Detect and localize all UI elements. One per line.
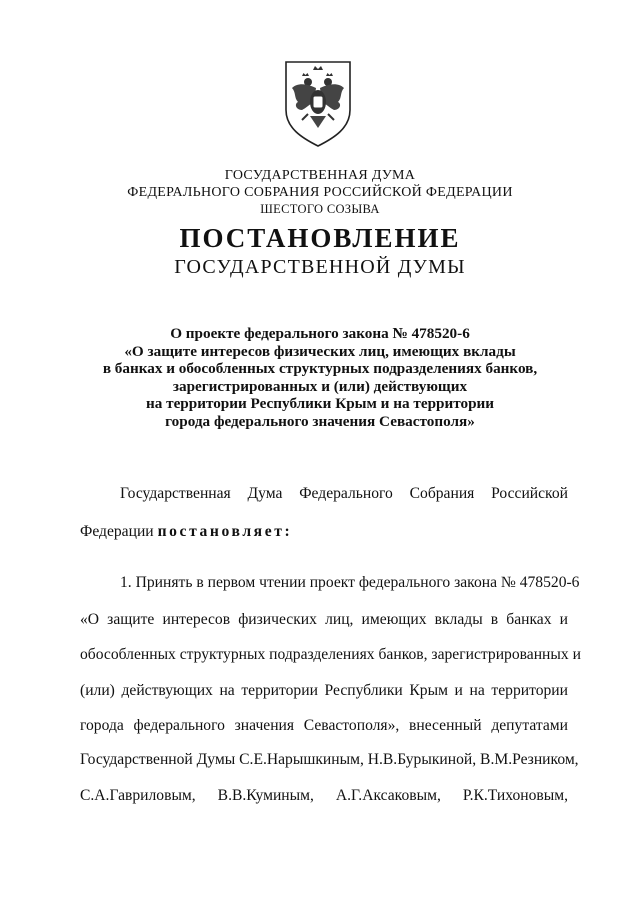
subject-line: в банках и обособленных структурных подразделениях банков, (102, 360, 538, 377)
paragraph-line: 1. Принять в первом чтении проект федерального закона № 478520-6 (120, 574, 580, 591)
paragraph-line: обособленных структурных подразделениях банков, зарегистрированных и (80, 646, 581, 663)
preamble-federation: Федерации (80, 523, 154, 540)
preamble-action: постановляет: (157, 523, 293, 540)
paragraph-line: С.А.Гавриловым, В.В.Куминым, А.Г.Аксаковым, Р.К.Тихоновым, (80, 787, 568, 804)
header-convocation: ШЕСТОГО СОЗЫВА (260, 202, 380, 216)
paragraph-line: «О защите интересов физических лиц, имеющих вклады в банках и (80, 611, 568, 628)
header-duma: ГОСУДАРСТВЕННАЯ ДУМА (224, 168, 416, 183)
subject-line: на территории Республики Крым и на территории (145, 395, 495, 412)
subject-line: «О защите интересов физических лиц, имеющих вклады (124, 342, 516, 360)
paragraph-line: Государственной Думы С.Е.Нарышкиным, Н.В.Бурыкиной, В.М.Резником, (80, 751, 579, 768)
header-federal-assembly: ФЕДЕРАЛЬНОГО СОБРАНИЯ РОССИЙСКОЙ ФЕДЕРАЦИИ (127, 185, 513, 200)
preamble-line-2 (80, 522, 568, 542)
subject-line: города федерального значения Севастополя» (165, 412, 475, 430)
subject-line: зарегистрированных и (или) действующих (172, 377, 468, 395)
russian-coat-of-arms-icon (280, 58, 356, 150)
document-title: ПОСТАНОВЛЕНИЕ (179, 223, 461, 253)
document-subtitle: ГОСУДАРСТВЕННОЙ ДУМЫ (174, 256, 466, 278)
document-subject (60, 325, 580, 430)
paragraph-line: (или) действующих на территории Республики Крым и на территории (80, 682, 568, 699)
preamble-line-1: Государственная Дума Федерального Собрания Российской (120, 485, 568, 502)
paragraph-line: города федерального значения Севастополя», внесенный депутатами (80, 717, 568, 734)
subject-line: О проекте федерального закона № 478520-6 (170, 325, 470, 342)
